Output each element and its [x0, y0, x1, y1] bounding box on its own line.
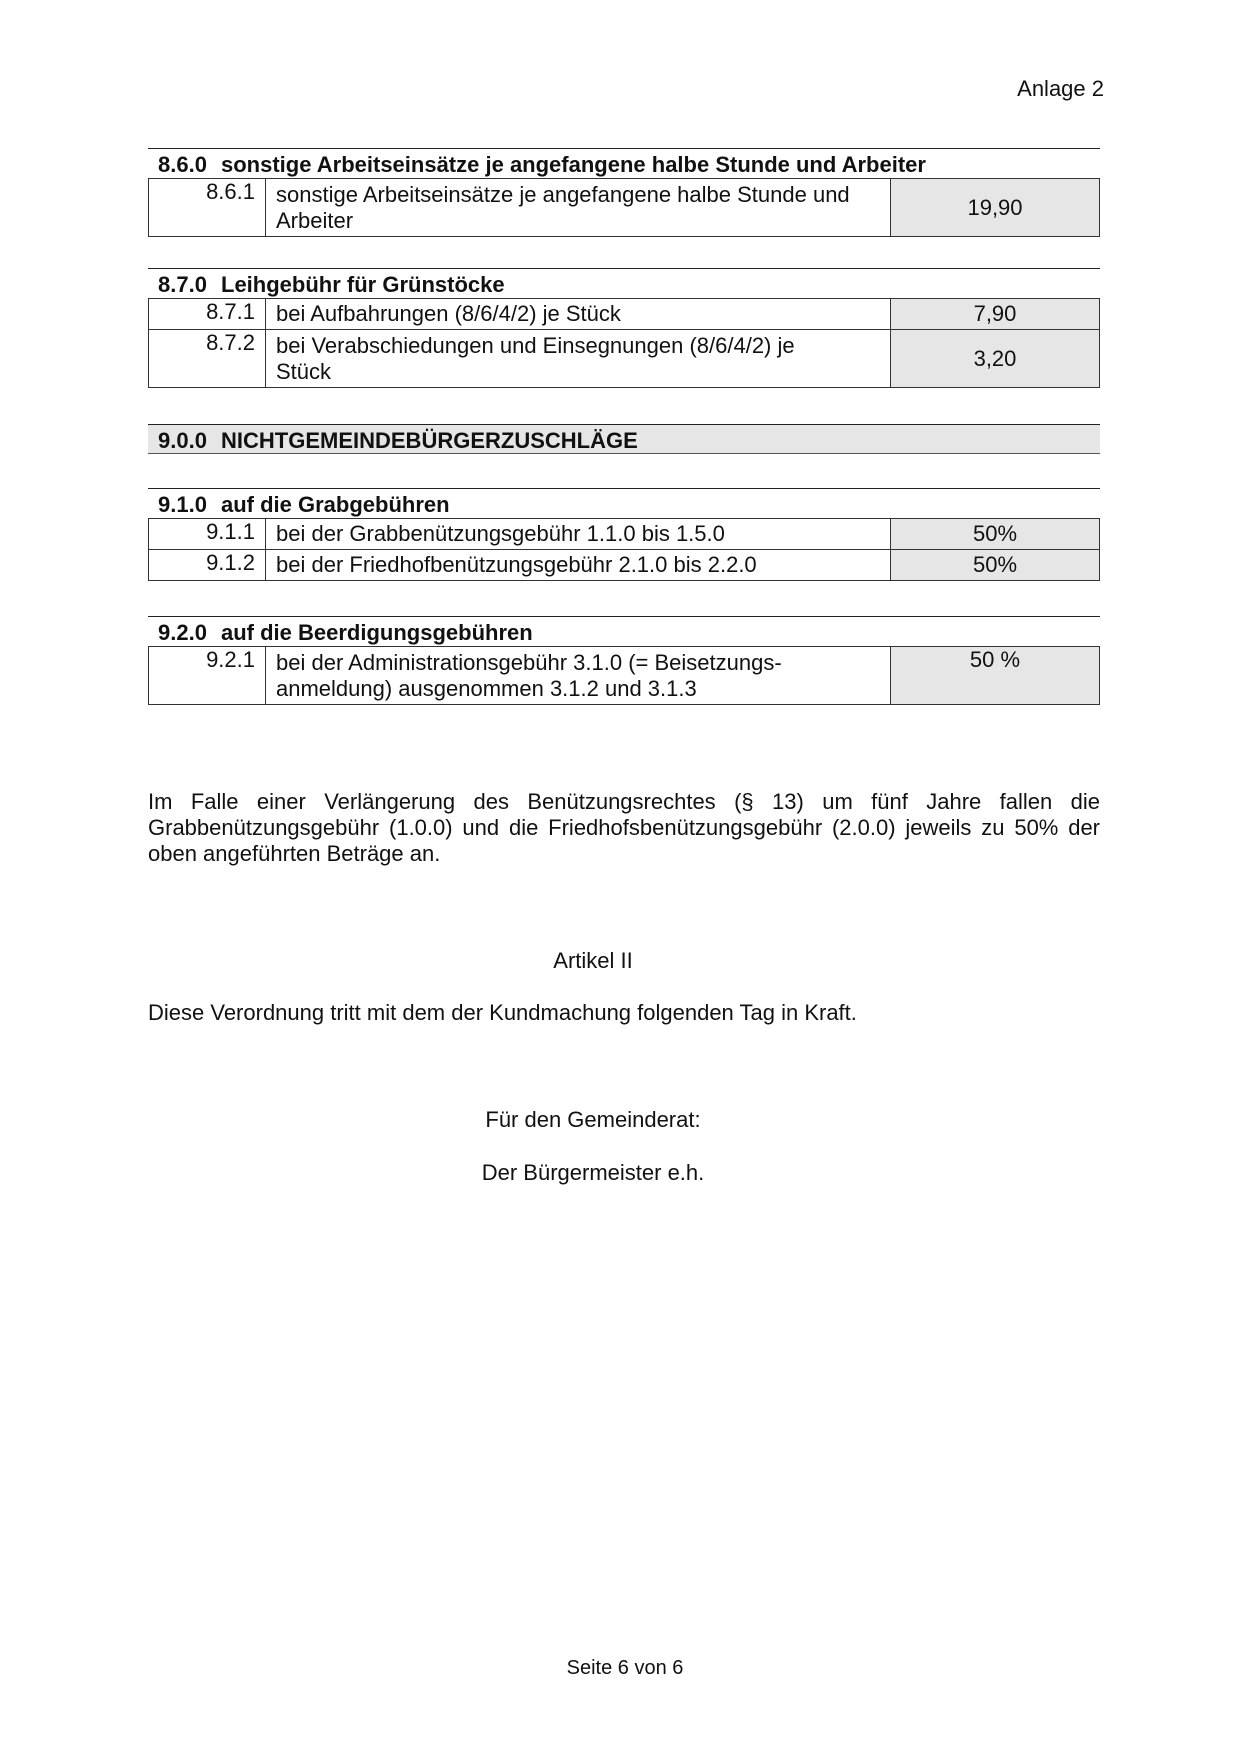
- section-9-2-0: [148, 616, 1100, 705]
- section-title: auf die Beerdigungsgebühren: [221, 620, 533, 645]
- section-number: 9.1.0: [158, 492, 207, 517]
- fee-table: [148, 178, 1100, 237]
- signature-line-1: Für den Gemeinderat:: [485, 1107, 701, 1132]
- table-row: [149, 179, 1100, 237]
- row-value: 3,20: [891, 330, 1100, 388]
- row-code: 9.1.2: [149, 550, 266, 581]
- row-value: 7,90: [891, 299, 1100, 330]
- section-number: 8.6.0: [158, 152, 207, 177]
- row-code: 8.7.1: [149, 299, 266, 330]
- row-description: bei der Administrationsgebühr 3.1.0 (= Beisetzungs-anmeldung) ausgenommen 3.1.2 und 3.1.3: [266, 647, 891, 705]
- artikel-text: Diese Verordnung tritt mit dem der Kundmachung folgenden Tag in Kraft.: [148, 1000, 857, 1025]
- row-value: 50%: [891, 519, 1100, 550]
- row-value: 50 %: [891, 647, 1100, 705]
- row-description: bei der Friedhofbenützungsgebühr 2.1.0 bis 2.2.0: [266, 550, 891, 581]
- section-title: NICHTGEMEINDEBÜRGERZUSCHLÄGE: [221, 428, 638, 453]
- section-9-0-0: [148, 424, 1100, 454]
- row-value: 19,90: [891, 179, 1100, 237]
- row-description: sonstige Arbeitseinsätze je angefangene halbe Stunde und Arbeiter: [266, 179, 891, 237]
- section-8-6-0: [148, 148, 1100, 237]
- table-row: [149, 299, 1100, 330]
- fee-table: [148, 518, 1100, 581]
- section-8-7-0: [148, 268, 1100, 388]
- row-code: 8.6.1: [149, 179, 266, 237]
- section-title: Leihgebühr für Grünstöcke: [221, 272, 505, 297]
- fee-table: [148, 646, 1100, 705]
- section-title: sonstige Arbeitseinsätze je angefangene halbe Stunde und Arbeiter: [221, 152, 926, 177]
- row-description: bei Verabschiedungen und Einsegnungen (8/6/4/2) je Stück: [266, 330, 891, 388]
- section-number: 9.0.0: [158, 428, 207, 453]
- section-heading: [148, 424, 1100, 454]
- row-code: 9.1.1: [149, 519, 266, 550]
- section-heading: [148, 148, 1100, 178]
- page-number: Seite 6 von 6: [566, 1657, 684, 1679]
- row-description: bei Aufbahrungen (8/6/4/2) je Stück: [266, 299, 891, 330]
- signature-line-2: Der Bürgermeister e.h.: [481, 1160, 705, 1185]
- section-number: 9.2.0: [158, 620, 207, 645]
- section-heading: [148, 616, 1100, 646]
- table-row: [149, 647, 1100, 705]
- table-row: [149, 519, 1100, 550]
- row-code: 9.2.1: [149, 647, 266, 705]
- row-description: bei der Grabbenützungsgebühr 1.1.0 bis 1.5.0: [266, 519, 891, 550]
- table-row: [149, 550, 1100, 581]
- section-heading: [148, 488, 1100, 518]
- section-title: auf die Grabgebühren: [221, 492, 450, 517]
- artikel-heading: Artikel II: [553, 948, 633, 973]
- section-number: 8.7.0: [158, 272, 207, 297]
- row-code: 8.7.2: [149, 330, 266, 388]
- section-heading: [148, 268, 1100, 298]
- extension-paragraph: Im Falle einer Verlängerung des Benützungsrechtes (§ 13) um fünf Jahre fallen die Grabbenützungsgebühr (1.0.0) und die Friedhofsbenützungsgebühr (2.0.0) jeweils zu 50% der oben angeführten Beträge an.: [148, 789, 1100, 866]
- section-9-1-0: [148, 488, 1100, 581]
- row-value: 50%: [891, 550, 1100, 581]
- fee-table: [148, 298, 1100, 388]
- annex-label: Anlage 2: [1017, 76, 1104, 101]
- table-row: [149, 330, 1100, 388]
